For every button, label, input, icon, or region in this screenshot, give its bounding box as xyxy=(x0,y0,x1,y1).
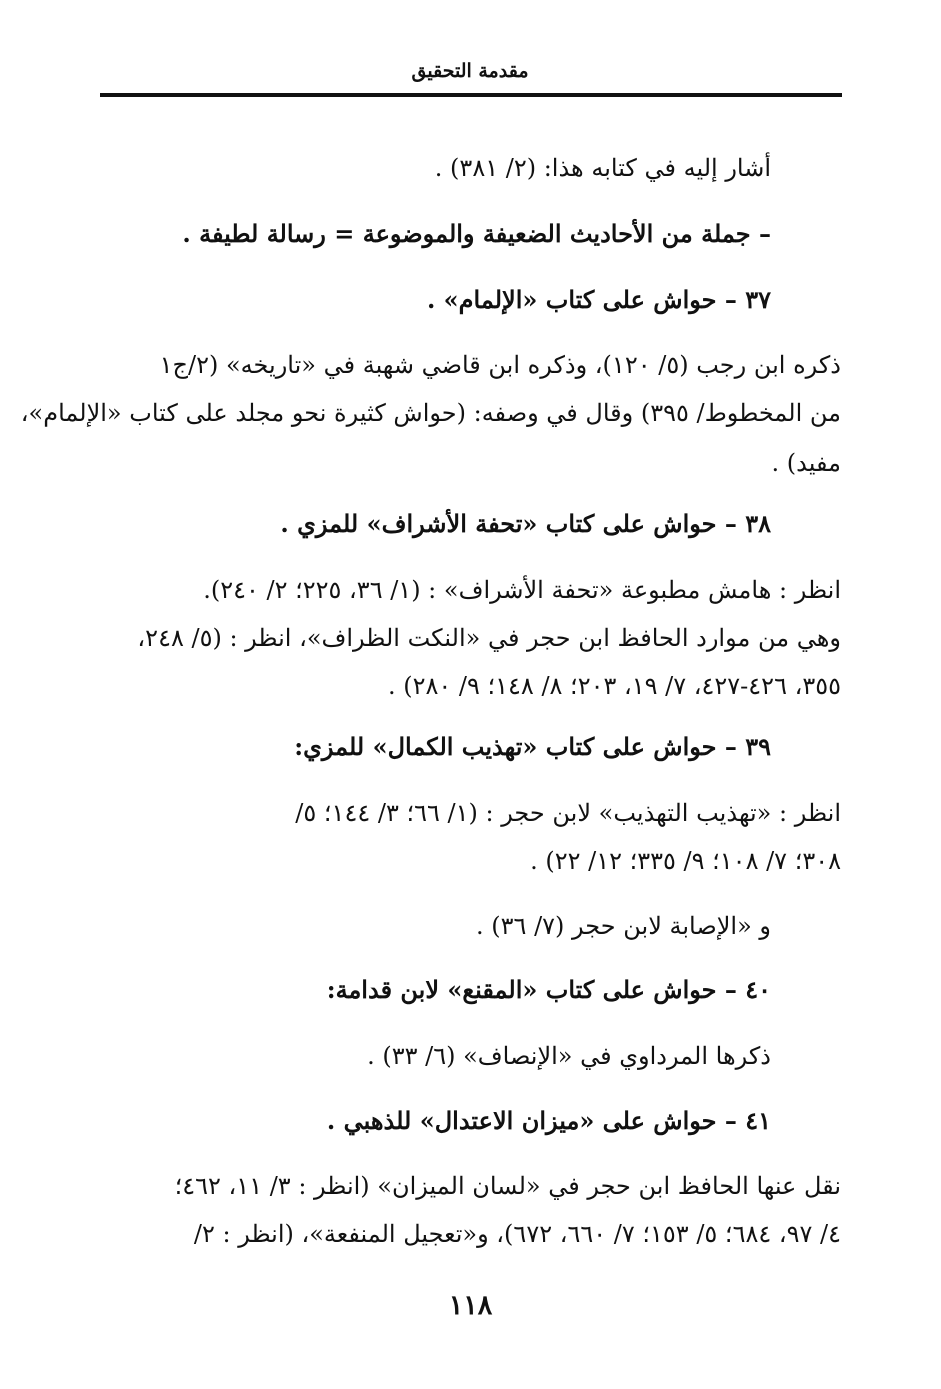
running-title: مقدمة التحقيق xyxy=(411,60,529,82)
text-line: ذكره ابن رجب (٥/ ١٢٠)، وذكره ابن قاضي شهبة في «تاريخه» (٢/ج١ xyxy=(159,351,841,379)
text-line: و «الإصابة لابن حجر (٧/ ٣٦) . xyxy=(476,912,771,940)
item-heading: ٤٠ – حواش على كتاب «المقنع» لابن قدامة: xyxy=(326,975,771,1004)
item-heading: ٣٨ – حواش على كتاب «تحفة الأشراف» للمزي . xyxy=(280,509,771,538)
text-line: ٣٥٥، ٤٢٦-٤٢٧، ٧/ ١٩، ٢٠٣؛ ٨/ ١٤٨؛ ٩/ ٢٨٠) . xyxy=(387,672,841,700)
text-line: ٣٠٨؛ ٧/ ١٠٨؛ ٩/ ٣٣٥؛ ١٢/ ٢٢) . xyxy=(530,847,841,875)
item-heading: ٣٩ – حواش على كتاب «تهذيب الكمال» للمزي: xyxy=(294,732,771,761)
text-line: وهي من موارد الحافظ ابن حجر في «النكت الظراف»، انظر : (٥/ ٢٤٨، xyxy=(137,624,841,652)
text-line: أشار إليه في كتابه هذا: (٢/ ٣٨١) . xyxy=(434,154,771,182)
text-line: مفيد) . xyxy=(771,449,841,477)
page-number: ١١٨ xyxy=(448,1290,493,1321)
text-line: من المخطوط/ ٣٩٥) وقال في وصفه: (حواش كثيرة نحو مجلد على كتاب «الإلمام»، xyxy=(20,399,841,427)
header-rule xyxy=(100,93,842,97)
item-heading: – جملة من الأحاديث الضعيفة والموضوعة = رسالة لطيفة . xyxy=(182,219,771,248)
text-line: انظر : هامش مطبوعة «تحفة الأشراف» : (١/ ٣٦، ٢٢٥؛ ٢/ ٢٤٠). xyxy=(203,576,841,604)
text-line: ذكرها المرداوي في «الإنصاف» (٦/ ٣٣) . xyxy=(367,1042,771,1070)
item-heading: ٤١ – حواش على «ميزان الاعتدال» للذهبي . xyxy=(326,1106,771,1135)
text-line: نقل عنها الحافظ ابن حجر في «لسان الميزان» (انظر : ٣/ ١١، ٤٦٢؛ xyxy=(174,1172,841,1200)
text-line: ٤/ ٩٧، ٦٨٤؛ ٥/ ١٥٣؛ ٧/ ٦٦٠، ٦٧٢)، و«تعجيل المنفعة»، (انظر : ٢/ xyxy=(193,1220,841,1248)
text-line: انظر : «تهذيب التهذيب» لابن حجر : (١/ ٦٦؛ ٣/ ١٤٤؛ ٥/ xyxy=(295,799,841,827)
item-heading: ٣٧ – حواش على كتاب «الإلمام» . xyxy=(426,285,771,314)
